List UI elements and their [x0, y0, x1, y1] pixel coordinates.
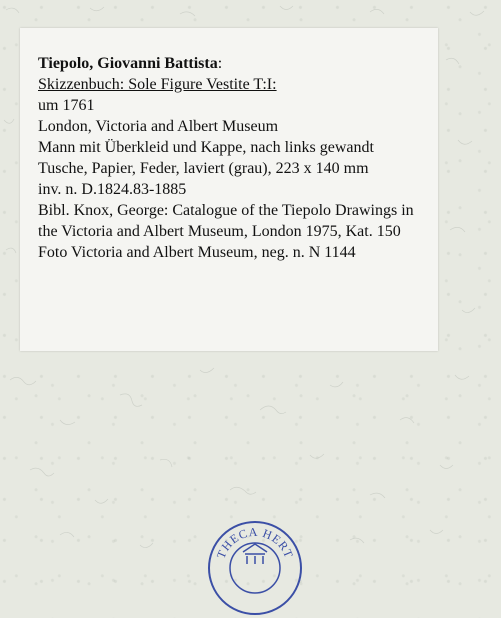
work-description: Mann mit Überkleid und Kappe, nach links gewandt [38, 139, 374, 156]
photo-credit: Foto Victoria and Albert Museum, neg. n. N 1144 [38, 244, 356, 261]
stamp-emblem-icon [243, 544, 267, 564]
artist-suffix: : [217, 55, 223, 72]
stamp-inner-ring [230, 543, 280, 593]
catalogue-record [38, 53, 418, 263]
bibliography: Bibl. Knox, George: Catalogue of the Tiepolo Drawings in the Victoria and Albert Museum, London 1975, Kat. 150 [38, 202, 414, 240]
work-date: um 1761 [38, 97, 95, 114]
artist-line [38, 53, 418, 74]
work-title: Skizzenbuch: Sole Figure Vestite T:I: [38, 76, 277, 93]
inventory-number: inv. n. D.1824.83-1885 [38, 181, 187, 198]
stamp-text: THECA HERT [213, 524, 297, 561]
library-stamp [205, 518, 305, 618]
work-location: London, Victoria and Albert Museum [38, 118, 279, 135]
artist-name: Tiepolo, Giovanni Battista [38, 55, 218, 72]
work-medium: Tusche, Papier, Feder, laviert (grau), 223 x 140 mm [38, 160, 369, 177]
